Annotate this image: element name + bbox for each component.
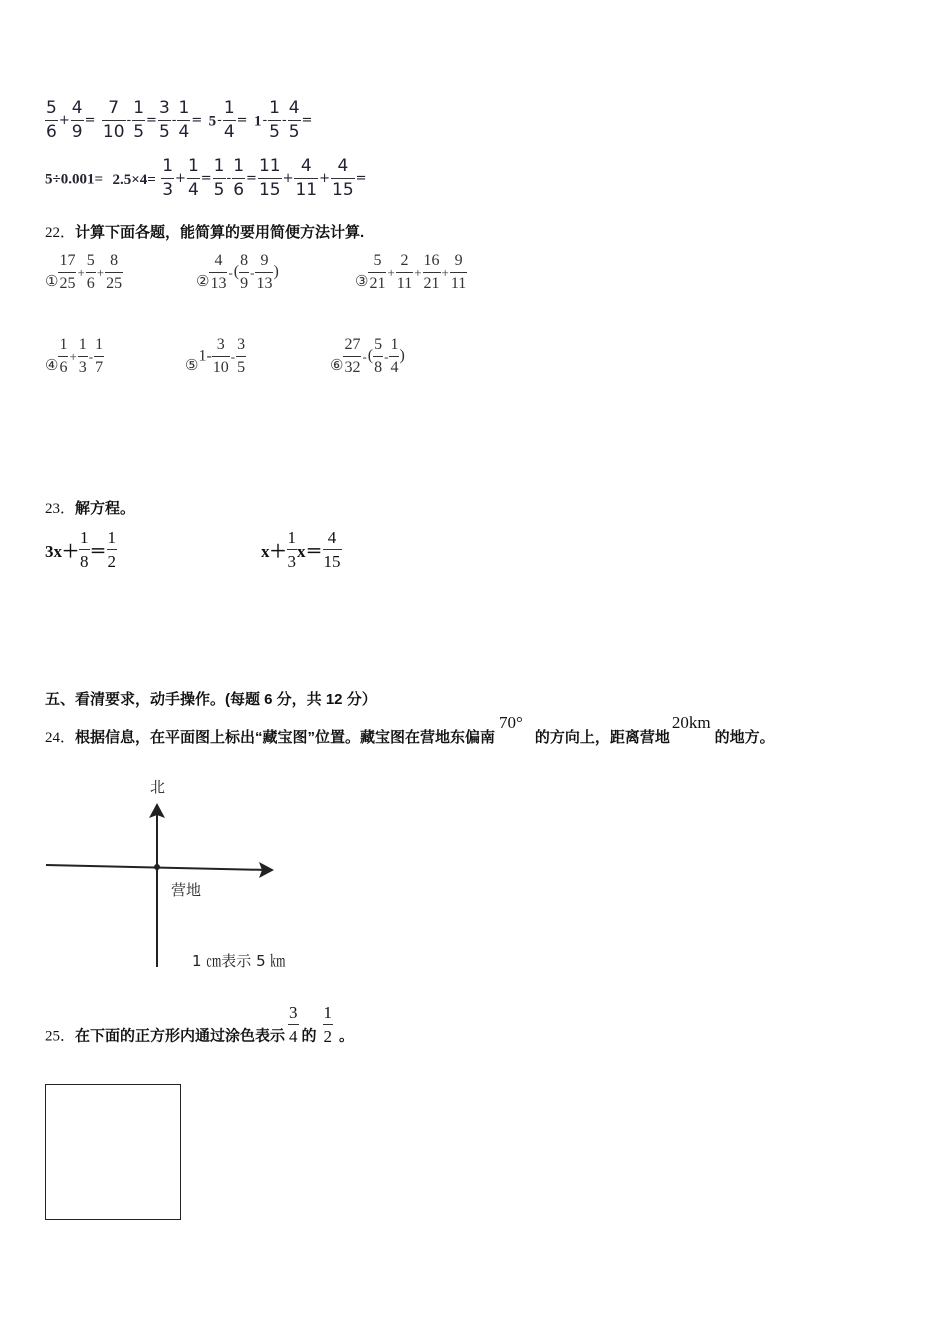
fraction: $\frac{4}{15}$ xyxy=(332,156,354,200)
question-22-title: 22．计算下面各题，能简算的要用简便方法计算. xyxy=(45,224,365,241)
question-24-text: 24．根据信息，在平面图上标出“藏宝图”位置。藏宝图在营地东偏南70°的方向上，距离营地20km的地方。 xyxy=(45,713,775,746)
fraction: $\frac{1}{6}$ xyxy=(233,156,245,200)
fraction: $\frac{3}{4}$ xyxy=(289,1003,298,1046)
angle-value: 70° xyxy=(499,713,523,732)
equation-2: x＋ $\frac{1}{3}$ x＝ $\frac{4}{15}$ xyxy=(261,528,341,571)
equation-1: 3x＋ $\frac{1}{8}$ ＝ $\frac{1}{2}$ xyxy=(45,528,116,571)
camp-point xyxy=(154,864,160,870)
question-25-text: 25．在下面的正方形内通过涂色表示 $\frac{3}{4}$ 的 $\frac{1}{2}$ 。 xyxy=(45,1003,355,1046)
fraction: $\frac{1}{2}$ xyxy=(323,1003,333,1046)
decimal-division: 5÷0.001= xyxy=(45,171,104,188)
fraction: $\frac{1}{4}$ xyxy=(178,98,190,142)
fraction: $\frac{11}{15}$ xyxy=(258,156,281,200)
fraction: $\frac{5}{6}$ xyxy=(46,98,57,142)
problem-5: ⑤1- $\frac{3}{10}$ - $\frac{3}{5}$ xyxy=(185,336,246,376)
fraction: $\frac{1}{5}$ xyxy=(213,156,225,200)
fraction: $\frac{1}{4}$ xyxy=(187,156,199,200)
oral-calc-row-1: $\frac{5}{6}$ + $\frac{4}{9}$ = $\frac{7}{10}$ - $\frac{1}{5}$ = $\frac{3}{5}$ - $\frac{1}{4}$ = 5- $\frac{1}{4}$ = 1- $\frac{1}{5}$ - $\frac{4}{5}$ = xyxy=(46,98,313,142)
fraction: $\frac{1}{5}$ xyxy=(133,98,145,142)
section-5-title: 五、看清要求，动手操作。(每题 6 分，共 12 分） xyxy=(45,691,377,708)
fraction: $\frac{3}{5}$ xyxy=(158,98,170,142)
fraction: $\frac{4}{9}$ xyxy=(71,98,83,142)
fraction: $\frac{4}{11}$ xyxy=(295,156,318,200)
camp-label: 营地 xyxy=(171,881,202,899)
fraction: $\frac{1}{4}$ xyxy=(223,98,235,142)
problem-4: ④ $\frac{1}{6}$ + $\frac{1}{3}$ - $\frac{1}{7}$ xyxy=(45,336,104,376)
distance-value: 20km xyxy=(671,713,711,732)
decimal-multiplication: 2.5×4= xyxy=(112,171,156,188)
fraction: $\frac{1}{5}$ xyxy=(269,98,280,142)
north-label: 北 xyxy=(150,778,166,796)
problem-6: ⑥ $\frac{27}{32}$ -( $\frac{5}{8}$ - $\frac{1}{4}$ ) xyxy=(330,336,405,376)
oral-calc-row-2: 5÷0.001= 2.5×4= $\frac{1}{3}$ + $\frac{1}{4}$ = $\frac{1}{5}$ - $\frac{1}{6}$ = $\frac{11}{15}$ + $\frac{4}{11}$ + $\frac{4}{15}$ = xyxy=(45,156,367,200)
fraction: $\frac{7}{10}$ xyxy=(102,98,125,142)
problem-2: ② $\frac{4}{13}$ -( $\frac{8}{9}$ - $\frac{9}{13}$ ) xyxy=(196,252,279,292)
fraction: $\frac{1}{3}$ xyxy=(162,156,174,200)
question-23-title: 23．解方程。 xyxy=(45,500,136,517)
coloring-square[interactable] xyxy=(45,1084,181,1220)
problem-1: ① $\frac{17}{25}$ + $\frac{5}{6}$ + $\frac{8}{25}$ xyxy=(45,252,123,292)
compass-diagram xyxy=(40,770,320,980)
problem-3: ③ $\frac{5}{21}$ + $\frac{2}{11}$ + $\frac{16}{21}$ + $\frac{9}{11}$ xyxy=(355,252,467,292)
scale-label: 1 ㎝表示 5 ㎞ xyxy=(192,952,286,970)
fraction: $\frac{4}{5}$ xyxy=(288,98,300,142)
